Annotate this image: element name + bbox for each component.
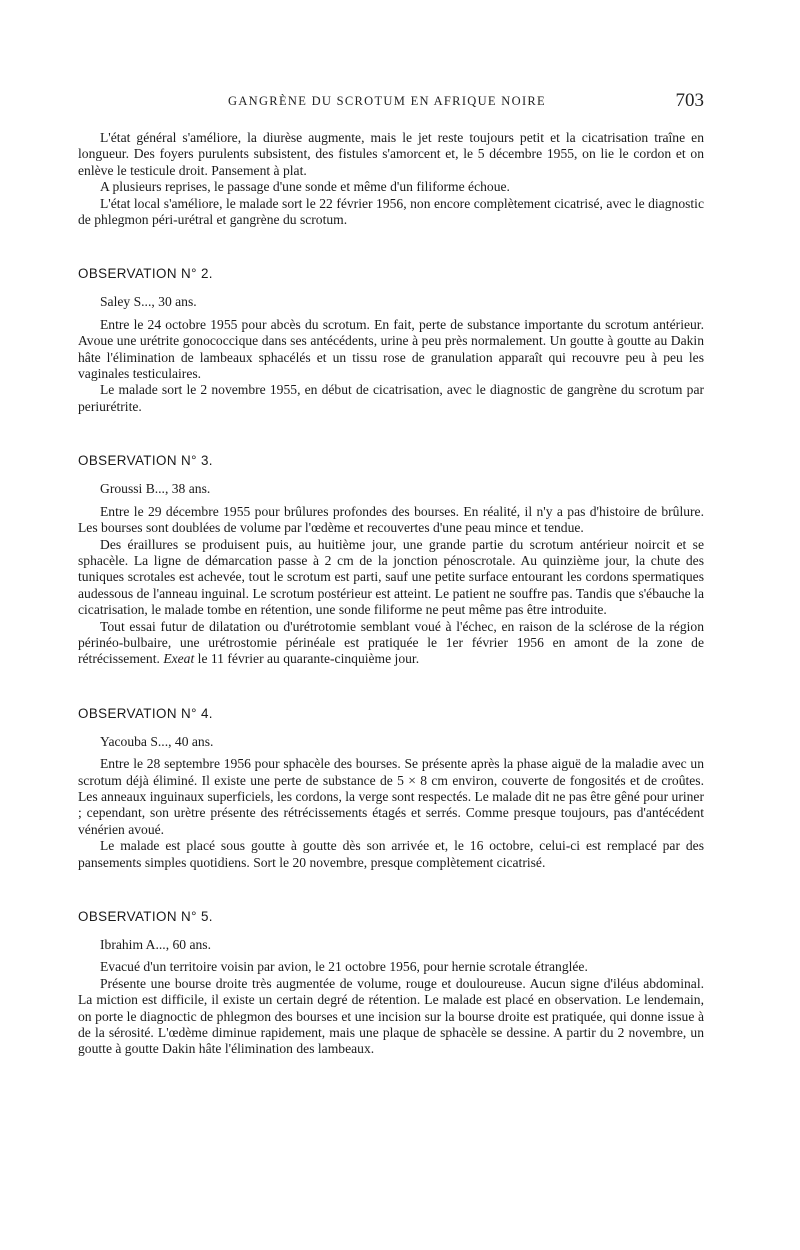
paragraph: Entre le 24 octobre 1955 pour abcès du scrotum. En fait, perte de substance importante du scrotum antérieur. Avoue une urétrite gonococcique dans ses antécédents, urine à peu près normalement. Un goutte à goutte au Dakin hâte l'élimination de lambeaux sphacélés et un tissu rose de granulation apparaît qui recouvre peu à peu les vaginales testiculaires.: [78, 316, 704, 382]
patient-line: Ibrahim A..., 60 ans.: [100, 937, 211, 952]
observation-heading: OBSERVATION N° 4.: [78, 705, 213, 721]
italic-term: Exeat: [163, 651, 195, 667]
running-header: [78, 92, 704, 116]
paragraph: A plusieurs reprises, le passage d'une sonde et même d'un filiforme échoue.: [100, 179, 510, 195]
paragraph: Entre le 28 septembre 1956 pour sphacèle des bourses. Se présente après la phase aiguë de la maladie avec un scrotum déjà éliminé. Il existe une perte de substance de 5 × 8 cm environ, couverte de fongosités et de croûtes. Les anneaux inguinaux superficiels, les cordons, la verge sont respectés. Le malade dit ne pas être gêné pour uriner ; cependant, son urètre présente des rétrécissements étagés et serrés. Comme presque toujours, pas d'antécédent vénérien avoué.: [78, 756, 704, 837]
body-text: [78, 130, 704, 1058]
patient-line: Groussi B..., 38 ans.: [100, 481, 211, 497]
paragraph: Le malade est placé sous goutte à goutte dès son arrivée et, le 16 octobre, celui-ci est remplacé par des pansements simples quotidiens. Sort le 20 novembre, presque complètement cicatrisé.: [78, 838, 704, 870]
patient-line: Saley S..., 30 ans.: [100, 294, 197, 310]
paragraph: Présente une bourse droite très augmentée de volume, rouge et douloureuse. Aucun signe d'iléus abdominal. La miction est difficile, il existe un certain degré de rétention. Le malade est placé en observation. Le lendemain, on porte le diagnoctic de phlegmon des bourses et une incision sur la bourse droite est pratiquée, qui donne issue à de la sérosité. L'œdème diminue rapidement, mais une plaque de sphacèle se dessine. A partir du 2 novembre, un goutte à goutte Dakin hâte l'élimination des lambeaux.: [78, 975, 704, 1057]
patient-line: Yacouba S..., 40 ans.: [100, 733, 214, 749]
paragraph: Le malade sort le 2 novembre 1955, en début de cicatrisation, avec le diagnostic de gangrène du scrotum par periurétrite.: [78, 382, 704, 414]
paragraph-text: Tout essai futur de dilatation ou d'urétrotomie semblant voué à l'échec, en raison de la sclérose de la région périnéo-bulbaire, une urétrostomie périnéale est pratiquée le 1er février 1956 en amont de la zone de rétrécissement.: [78, 618, 704, 667]
paragraph: Des éraillures se produisent puis, au huitième jour, une grande partie du scrotum antérieur noircit et se sphacèle. La ligne de démarcation passe à 2 cm de la jonction pénoscrotale. Au quinzième jour, la chute des tuniques scrotales est achevée, tout le scrotum est parti, sauf une petite surface entourant les cordons spermatiques audessous de l'anneau inguinal. Le scrotum postérieur est atteint. Le patient ne souffre pas. Tandis que s'ébauche la cicatrisation, le malade tombe en rétention, une sonde filiforme ne peut même pas être introduite.: [78, 536, 704, 618]
paragraph: L'état local s'améliore, le malade sort le 22 février 1956, non encore complètement cicatrisé, avec le diagnostic de phlegmon péri-urétral et gangrène du scrotum.: [78, 195, 704, 228]
observation-heading: OBSERVATION N° 5.: [78, 909, 213, 924]
paragraph: Entre le 29 décembre 1955 pour brûlures profondes des bourses. En réalité, il n'y a pas d'histoire de brûlure. Les bourses sont doublées de volume par l'œdème et recouvertes d'une peau mince et tendue.: [78, 503, 704, 536]
paragraph: L'état général s'améliore, la diurèse augmente, mais le jet reste toujours petit et la cicatrisation traîne en longueur. Des foyers purulents subsistent, des fistules s'amorcent et, le 5 décembre 1955, on lie le cordon et on enlève le testicule droit. Pansement à plat.: [78, 130, 704, 178]
observation-heading: OBSERVATION N° 3.: [78, 453, 213, 469]
page-number: 703: [675, 90, 704, 111]
paragraph: [78, 619, 704, 668]
observation-heading: OBSERVATION N° 2.: [78, 266, 213, 282]
paragraph: Evacué d'un territoire voisin par avion, le 21 octobre 1956, pour hernie scrotale étranglée.: [100, 959, 588, 975]
paragraph-text: le 11 février au quarante-cinquième jour.: [197, 651, 420, 667]
running-title: GANGRÈNE DU SCROTUM EN AFRIQUE NOIRE: [228, 94, 546, 108]
